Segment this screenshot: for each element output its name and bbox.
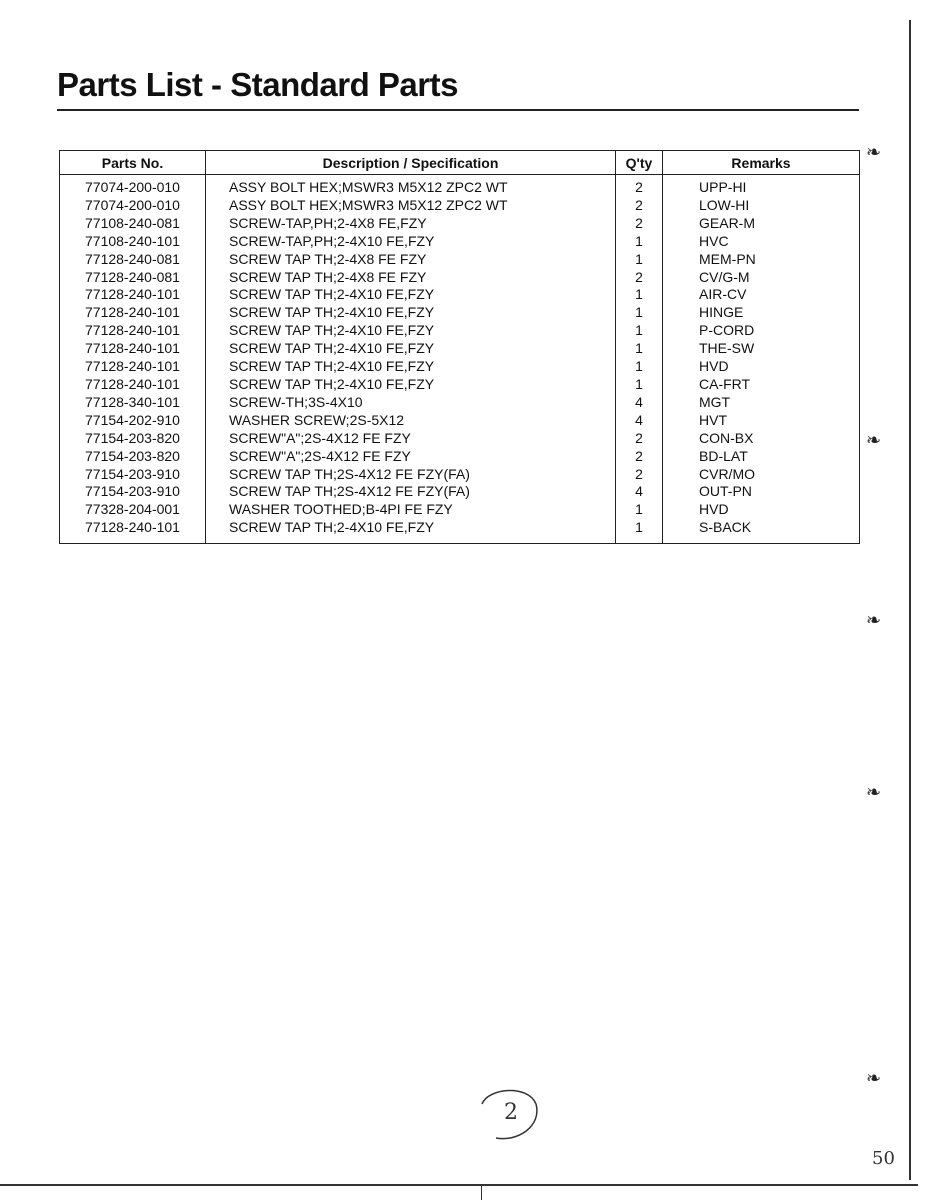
part-number-cell: 77108-240-081 <box>60 215 206 233</box>
description-cell: SCREW TAP TH;2-4X10 FE,FZY <box>206 304 616 322</box>
part-number-cell: 77328-204-001 <box>60 501 206 519</box>
description-cell: SCREW TAP TH;2-4X8 FE FZY <box>206 269 616 287</box>
description-cell: SCREW TAP TH;2-4X10 FE,FZY <box>206 286 616 304</box>
quantity-cell: 4 <box>616 412 663 430</box>
remarks-cell: HVC <box>699 232 729 249</box>
scan-edge-line <box>909 20 911 1180</box>
part-number-cell: 77128-240-101 <box>60 304 206 322</box>
table-row <box>60 197 860 215</box>
description-cell: SCREW TAP TH;2-4X10 FE,FZY <box>206 376 616 394</box>
part-number-cell: 77128-240-081 <box>60 251 206 269</box>
table-row <box>60 251 860 269</box>
header-remarks: Remarks <box>663 151 860 175</box>
table-row <box>60 501 860 519</box>
table-row <box>60 175 860 197</box>
header-parts-no: Parts No. <box>60 151 206 175</box>
header-description: Description / Specification <box>206 151 616 175</box>
remarks-cell: CA-FRT <box>699 375 751 392</box>
table-row <box>60 304 860 322</box>
table-row <box>60 215 860 233</box>
remarks-cell: MGT <box>699 393 731 410</box>
description-cell: SCREW TAP TH;2-4X10 FE,FZY <box>206 358 616 376</box>
table-row <box>60 376 860 394</box>
quantity-cell: 1 <box>616 376 663 394</box>
description-cell: WASHER TOOTHED;B-4PI FE FZY <box>206 501 616 519</box>
binding-hole-icon: ❧ <box>866 610 882 630</box>
part-number-cell: 77128-240-101 <box>60 322 206 340</box>
description-cell: SCREW-TAP,PH;2-4X10 FE,FZY <box>206 233 616 251</box>
quantity-cell: 2 <box>616 197 663 215</box>
quantity-cell: 2 <box>616 430 663 448</box>
remarks-cell: LOW-HI <box>699 196 750 213</box>
part-number-cell: 77128-240-101 <box>60 286 206 304</box>
page-title: Parts List - Standard Parts <box>57 66 458 103</box>
title-underline <box>57 109 859 111</box>
page-bottom-tick <box>481 1185 482 1200</box>
part-number-cell: 77154-203-820 <box>60 448 206 466</box>
page-bottom-line <box>0 1184 918 1186</box>
remarks-cell: CVR/MO <box>699 465 755 482</box>
quantity-cell: 2 <box>616 175 663 197</box>
part-number-cell: 77154-202-910 <box>60 412 206 430</box>
table-header-row <box>60 151 860 175</box>
table-row <box>60 430 860 448</box>
remarks-cell: GEAR-M <box>699 214 755 231</box>
remarks-cell: HINGE <box>699 304 744 321</box>
part-number-cell: 77128-240-101 <box>60 340 206 358</box>
binding-hole-icon: ❧ <box>866 1068 882 1088</box>
table-row <box>60 394 860 412</box>
remarks-cell: P-CORD <box>699 322 755 339</box>
description-cell: ASSY BOLT HEX;MSWR3 M5X12 ZPC2 WT <box>206 175 616 197</box>
table-row <box>60 358 860 376</box>
description-cell: SCREW"A";2S-4X12 FE FZY <box>206 430 616 448</box>
table-row <box>60 322 860 340</box>
quantity-cell: 1 <box>616 358 663 376</box>
quantity-cell: 1 <box>616 322 663 340</box>
quantity-cell: 2 <box>616 448 663 466</box>
part-number-cell: 77128-240-101 <box>60 358 206 376</box>
description-cell: SCREW TAP TH;2-4X8 FE FZY <box>206 251 616 269</box>
part-number-cell: 77074-200-010 <box>60 175 206 197</box>
handwritten-page-mark: 2 <box>504 1100 518 1125</box>
part-number-cell: 77154-203-910 <box>60 466 206 484</box>
description-cell: SCREW TAP TH;2-4X10 FE,FZY <box>206 340 616 358</box>
handwritten-corner-note: 50 <box>872 1148 895 1169</box>
quantity-cell: 1 <box>616 519 663 544</box>
remarks-cell: CON-BX <box>699 429 754 446</box>
quantity-cell: 1 <box>616 501 663 519</box>
part-number-cell: 77154-203-820 <box>60 430 206 448</box>
remarks-cell: HVT <box>699 411 727 428</box>
description-cell: SCREW-TH;3S-4X10 <box>206 394 616 412</box>
remarks-cell: HVD <box>699 358 729 375</box>
table-row <box>60 269 860 287</box>
parts-table <box>59 150 860 544</box>
quantity-cell: 4 <box>616 483 663 501</box>
table-row <box>60 233 860 251</box>
remarks-cell: BD-LAT <box>699 447 748 464</box>
quantity-cell: 2 <box>616 466 663 484</box>
remarks-cell: AIR-CV <box>699 286 747 303</box>
table-row <box>60 448 860 466</box>
description-cell: ASSY BOLT HEX;MSWR3 M5X12 ZPC2 WT <box>206 197 616 215</box>
description-cell: SCREW TAP TH;2-4X10 FE,FZY <box>206 322 616 340</box>
header-qty: Q'ty <box>616 151 663 175</box>
part-number-cell: 77128-240-081 <box>60 269 206 287</box>
quantity-cell: 4 <box>616 394 663 412</box>
part-number-cell: 77154-203-910 <box>60 483 206 501</box>
description-cell: SCREW-TAP,PH;2-4X8 FE,FZY <box>206 215 616 233</box>
table-row <box>60 340 860 358</box>
remarks-cell: HVD <box>699 501 729 518</box>
binding-hole-icon: ❧ <box>866 782 882 802</box>
quantity-cell: 2 <box>616 269 663 287</box>
description-cell: SCREW TAP TH;2S-4X12 FE FZY(FA) <box>206 483 616 501</box>
table-row <box>60 412 860 430</box>
quantity-cell: 1 <box>616 251 663 269</box>
quantity-cell: 2 <box>616 215 663 233</box>
quantity-cell: 1 <box>616 304 663 322</box>
binding-hole-icon: ❧ <box>866 142 882 162</box>
description-cell: SCREW TAP TH;2S-4X12 FE FZY(FA) <box>206 466 616 484</box>
remarks-cell: CV/G-M <box>699 268 750 285</box>
part-number-cell: 77108-240-101 <box>60 233 206 251</box>
table-row <box>60 519 860 544</box>
part-number-cell: 77128-240-101 <box>60 519 206 544</box>
remarks-cell: THE-SW <box>699 340 755 357</box>
binding-hole-icon: ❧ <box>866 430 882 450</box>
remarks-cell: MEM-PN <box>699 250 756 267</box>
remarks-cell: UPP-HI <box>699 179 747 195</box>
description-cell: SCREW TAP TH;2-4X10 FE,FZY <box>206 519 616 544</box>
table-row <box>60 466 860 484</box>
quantity-cell: 1 <box>616 233 663 251</box>
description-cell: WASHER SCREW;2S-5X12 <box>206 412 616 430</box>
part-number-cell: 77074-200-010 <box>60 197 206 215</box>
quantity-cell: 1 <box>616 340 663 358</box>
part-number-cell: 77128-340-101 <box>60 394 206 412</box>
description-cell: SCREW"A";2S-4X12 FE FZY <box>206 448 616 466</box>
table-row <box>60 483 860 501</box>
part-number-cell: 77128-240-101 <box>60 376 206 394</box>
table-row <box>60 286 860 304</box>
remarks-cell: OUT-PN <box>699 483 752 500</box>
remarks-cell: S-BACK <box>699 519 752 536</box>
quantity-cell: 1 <box>616 286 663 304</box>
